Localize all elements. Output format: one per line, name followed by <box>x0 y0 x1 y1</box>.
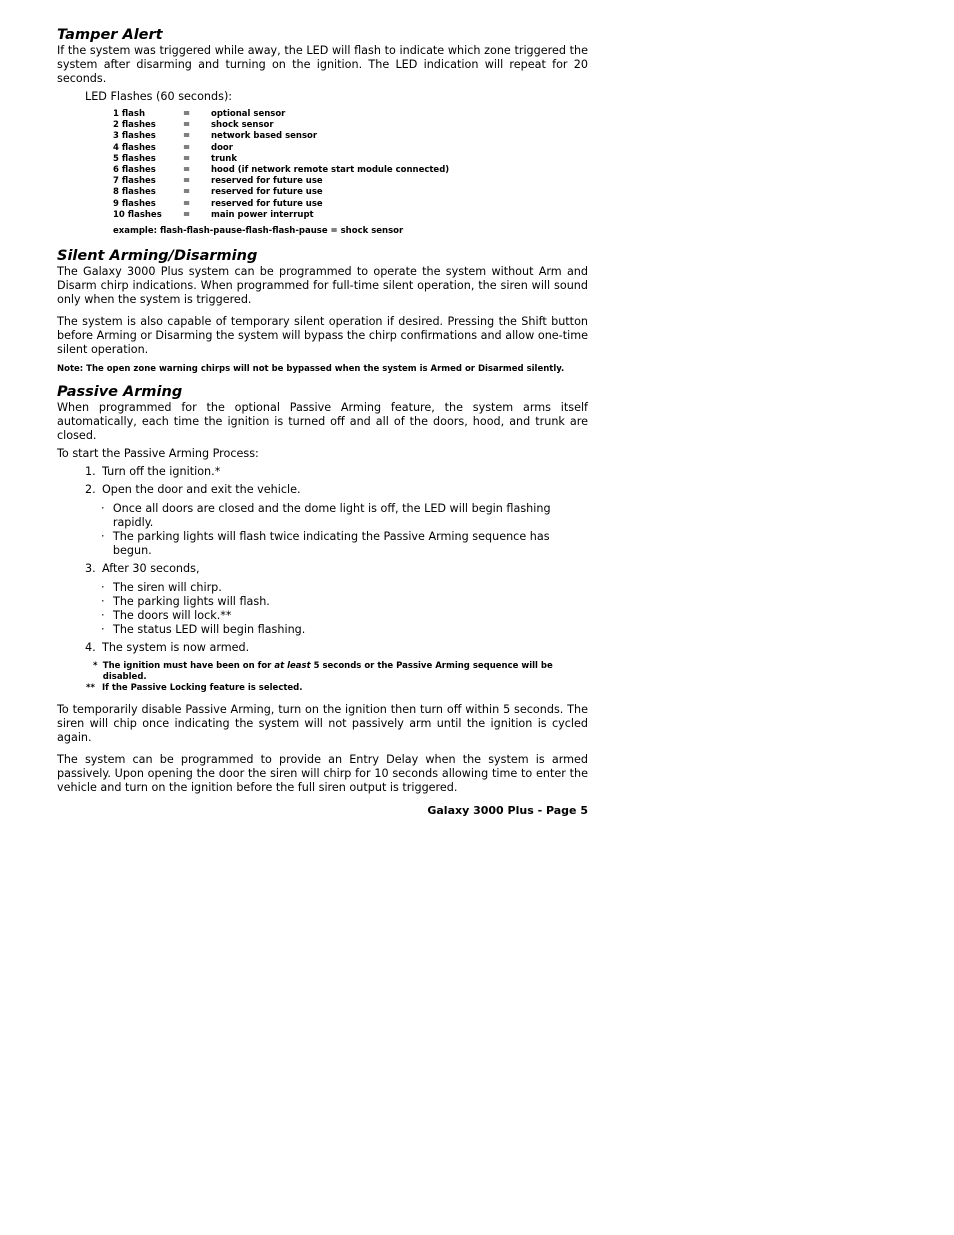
silent-arming-paragraph-2: The system is also capable of temporary silent operation if desired. Pressing the Shift button before Arming or Disarming the system will bypass the chirp confirmations and allow one-time silent operation. <box>57 315 588 357</box>
passive-arming-paragraph-1: When programmed for the optional Passive Arming feature, the system arms itself automatically, each time the ignition is turned off and all of the doors, hood, and trunk are closed. <box>57 401 588 443</box>
flash-row: 5 flashes = trunk <box>113 153 238 164</box>
bullet-dot-icon: · <box>101 581 105 595</box>
bullet-dot-icon: · <box>101 609 105 623</box>
passive-arming-paragraph-3: The system can be programmed to provide an Entry Delay when the system is armed passively. Upon opening the door the siren will chirp for 10 seconds allowing time to enter the vehicle and turn on the ignition before the full siren output is triggered. <box>57 753 588 795</box>
flash-row: 7 flashes = reserved for future use <box>113 176 323 187</box>
step-item: 2. Open the door and exit the vehicle. <box>85 483 301 497</box>
tamper-alert-heading: Tamper Alert <box>57 27 163 43</box>
footnote-1: * The ignition must have been on for at least 5 seconds or the Passive Arming sequence will be disabled. <box>93 661 553 683</box>
manual-page <box>57 27 588 818</box>
step-item: 3. After 30 seconds, <box>85 562 200 576</box>
flash-row: 9 flashes = reserved for future use <box>113 198 323 209</box>
footnote-2: ** If the Passive Locking feature is selected. <box>86 683 303 694</box>
bullet-dot-icon: · <box>101 623 105 637</box>
bullet-item: · The status LED will begin flashing. <box>101 623 306 637</box>
bullet-item: · The siren will chirp. <box>101 581 222 595</box>
bullet-item: · The parking lights will flash twice indicating the Passive Arming sequence has begun. <box>101 530 550 558</box>
passive-arming-steps-cont <box>85 562 588 576</box>
step-2-bullets <box>101 502 588 558</box>
led-flash-table <box>113 109 588 221</box>
step-item: 4. The system is now armed. <box>85 641 250 655</box>
passive-arming-paragraph-2: To temporarily disable Passive Arming, turn on the ignition then turn off within 5 seconds. The siren will chip once indicating the system will not passively arm until the ignition is cycled again. <box>57 703 588 745</box>
page-footer: Galaxy 3000 Plus - Page 5 <box>427 804 588 818</box>
bullet-item: · Once all doors are closed and the dome light is off, the LED will begin flashing rapidly. <box>101 502 551 530</box>
bullet-item: · The doors will lock.** <box>101 609 232 623</box>
bullet-item: · The parking lights will flash. <box>101 595 270 609</box>
passive-arming-steps <box>85 465 588 497</box>
step-item: 1. Turn off the ignition.* <box>85 465 221 479</box>
flash-row: 4 flashes = door <box>113 142 233 153</box>
bullet-dot-icon: · <box>101 530 105 544</box>
flash-row: 2 flashes = shock sensor <box>113 120 274 131</box>
passive-arming-heading: Passive Arming <box>57 384 183 401</box>
flash-row: 10 flashes = main power interrupt <box>113 209 314 220</box>
step-3-bullets <box>101 581 588 637</box>
flash-row: 1 flash = optional sensor <box>113 109 286 119</box>
passive-arming-start-label: To start the Passive Arming Process: <box>57 447 259 461</box>
silent-arming-heading: Silent Arming/Disarming <box>57 248 258 265</box>
passive-arming-steps-final <box>85 641 588 655</box>
flash-example: example: flash-flash-pause-flash-flash-pause = shock sensor <box>113 226 404 237</box>
footnotes <box>57 661 588 694</box>
tamper-alert-paragraph: If the system was triggered while away, the LED will flash to indicate which zone triggered the system after disarming and turning on the ignition. The LED indication will repeat for 20 seconds. <box>57 44 588 85</box>
silent-arming-paragraph-1: The Galaxy 3000 Plus system can be programmed to operate the system without Arm and Disarm chirp indications. When programmed for full-time silent operation, the siren will sound only when the system is triggered. <box>57 265 588 307</box>
flash-row: 6 flashes = hood (if network remote start module connected) <box>113 165 450 176</box>
bullet-dot-icon: · <box>101 595 105 609</box>
silent-arming-note: Note: The open zone warning chirps will not be bypassed when the system is Armed or Disarmed silently. <box>57 364 565 375</box>
bullet-dot-icon: · <box>101 502 105 516</box>
flash-row: 8 flashes = reserved for future use <box>113 187 323 198</box>
flash-row: 3 flashes = network based sensor <box>113 131 318 142</box>
led-flashes-label: LED Flashes (60 seconds): <box>85 90 233 103</box>
